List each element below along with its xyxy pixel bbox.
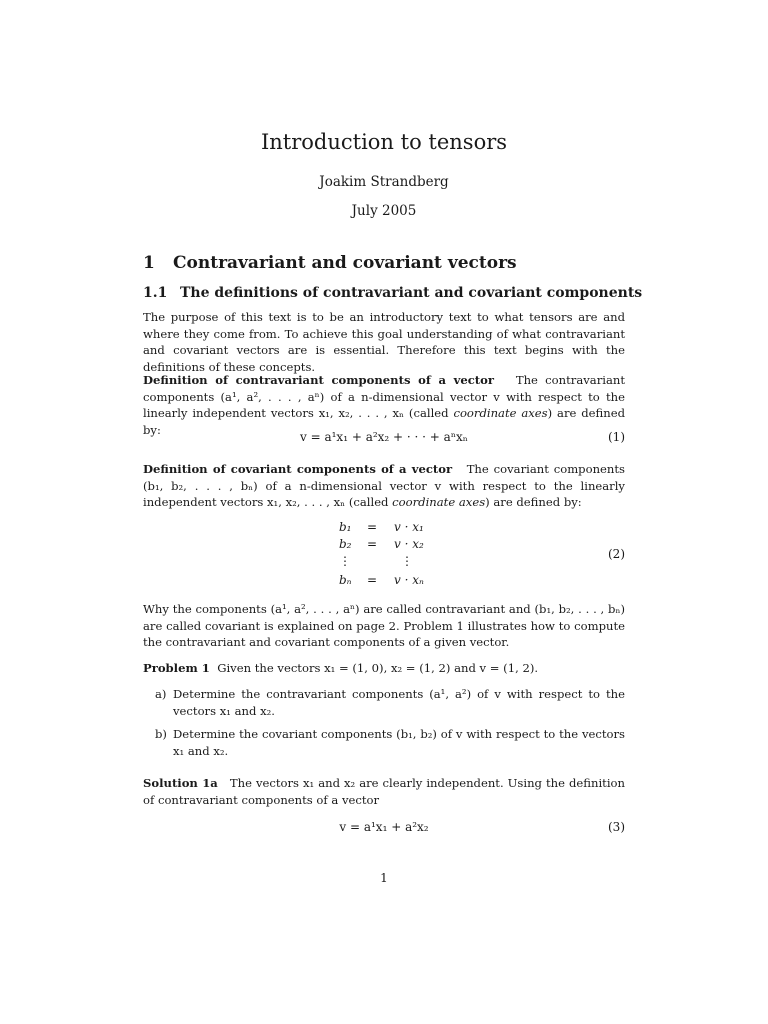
paper-title: Introduction to tensors (260, 130, 508, 154)
equation-number: (1) (608, 430, 625, 444)
definition-emphasis: coordinate axes (453, 406, 548, 420)
page-number: 1 (380, 871, 388, 885)
solution-paragraph (143, 775, 625, 808)
definition-covariant (143, 461, 625, 511)
array-lhs: b₁ (339, 520, 352, 534)
array-rhs: v · x₁ (394, 520, 424, 534)
subsection-number: 1.1 (143, 285, 168, 301)
array-rhs: v · x₂ (394, 537, 424, 551)
definition-contravariant (143, 372, 625, 438)
definition-text: The contravariant components (a¹, a², . . . , aⁿ) of a n-dimensional vector v with respect to the linearly independent vectors x₁, x₂, . . . , xₙ (called (143, 373, 625, 420)
equation-body: v = a¹x₁ + a²x₂ (339, 820, 429, 834)
solution-text: The vectors x₁ and x₂ are clearly independent. Using the definition of contravariant components of a vector (143, 776, 625, 807)
equation-number: (2) (608, 547, 625, 561)
equation-body: v = a¹x₁ + a²x₂ + · · · + aⁿxₙ (300, 430, 468, 444)
problem-item (155, 726, 625, 759)
problem-text: Given the vectors x₁ = (1, 0), x₂ = (1, 2) and v = (1, 2). (217, 661, 539, 675)
definition-emphasis: coordinate axes (392, 495, 486, 509)
item-label: a) (155, 687, 167, 701)
item-text: Determine the covariant components (b₁, b₂) of v with respect to the vectors x₁ and x₂. (173, 727, 625, 758)
array-relation: = (367, 537, 378, 551)
problem-item (155, 686, 625, 719)
section-number: 1 (143, 253, 155, 273)
array-relation: = (367, 520, 378, 534)
definition-heading: Definition of covariant components of a vector (143, 462, 453, 476)
array-lhs: ⋮ (339, 554, 351, 568)
paper-date: July 2005 (351, 203, 417, 219)
intro-paragraph: The purpose of this text is to be an introductory text to what tensors are and where they come from. To achieve this goal understanding of what contravariant and covariant vectors are is essential. Therefore this text begins with the definitions of these concepts. (143, 310, 625, 374)
definition-text-end: ) are defined by: (485, 495, 582, 509)
definition-heading: Definition of contravariant components of a vector (143, 373, 494, 387)
item-text: Determine the contravariant components (a¹, a²) of v with respect to the vectors x₁ and x₂. (173, 687, 625, 718)
definition-text-end: ) are defined by: (143, 406, 625, 437)
problem-statement (143, 660, 625, 677)
item-label: b) (155, 727, 167, 741)
subsection-heading (143, 285, 642, 301)
array-relation: = (367, 573, 378, 587)
author-name: Joakim Strandberg (319, 174, 449, 190)
solution-label: Solution 1a (143, 776, 218, 790)
section-heading (143, 253, 517, 273)
definition-text: The covariant components (b₁, b₂, . . . , bₙ) of a n-dimensional vector v with respect to the linearly independent vectors x₁, x₂, . . . , xₙ (called (143, 462, 625, 509)
array-rhs: v · xₙ (394, 573, 424, 587)
equation-number: (3) (608, 820, 625, 834)
why-paragraph: Why the components (a¹, a², . . . , aⁿ) are called contravariant and (b₁, b₂, . . . , bₙ) are called covariant is explained on page 2. Problem 1 illustrates how to compute the contravariant and covariant components of a given vector. (143, 602, 625, 649)
section-title: Contravariant and covariant vectors (173, 253, 517, 273)
array-lhs: bₙ (339, 573, 352, 587)
array-rhs: ⋮ (401, 554, 413, 568)
array-lhs: b₂ (339, 537, 352, 551)
problem-label: Problem 1 (143, 661, 210, 675)
subsection-title: The definitions of contravariant and covariant components (180, 285, 643, 301)
